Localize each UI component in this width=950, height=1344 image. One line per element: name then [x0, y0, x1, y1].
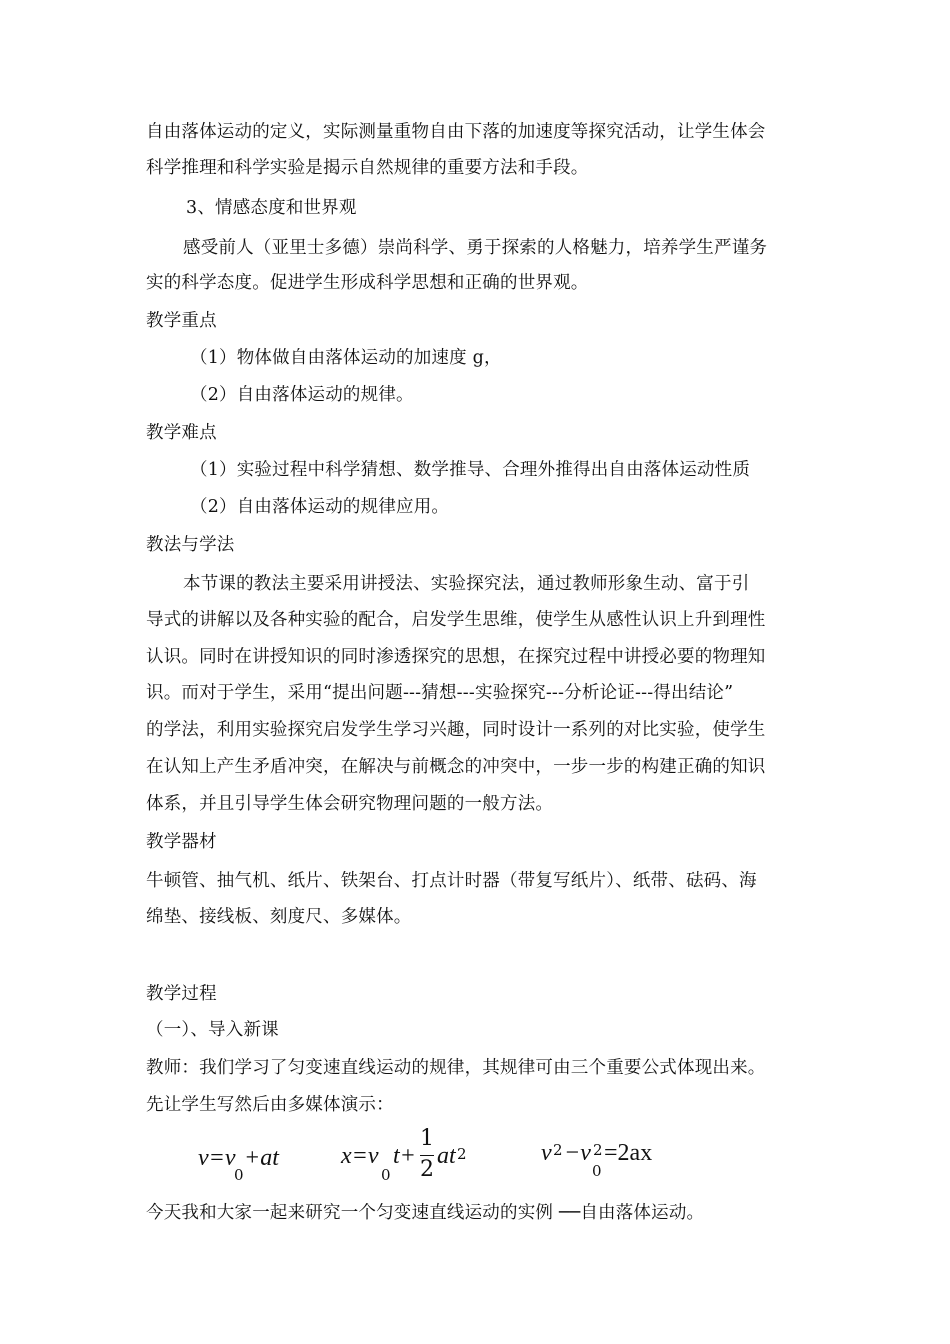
formula-main: x=v	[341, 1143, 379, 1169]
section-heading: （一）、导入新课	[146, 1020, 279, 1040]
formula-superscript: 2	[553, 1141, 563, 1159]
section-heading: 3、情感态度和世界观	[186, 198, 357, 218]
section-heading: 教学器材	[146, 832, 217, 852]
section-heading: 教学重点	[146, 311, 217, 331]
paragraph-line: 先让学生写然后由多媒体演示：	[146, 1095, 394, 1115]
formula-subscript: 0	[234, 1166, 244, 1184]
fraction-bar	[420, 1155, 434, 1156]
paragraph-line: 在认知上产生矛盾冲突，在解决与前概念的冲突中，一步一步的构建正确的知识	[146, 757, 766, 777]
formula-t: t+	[393, 1143, 416, 1169]
formula-tail: +at	[244, 1145, 279, 1171]
formula-minus-v: −v	[564, 1140, 591, 1166]
section-heading: 教学过程	[146, 984, 217, 1004]
paragraph-line: 识。而对于学生，采用“提出问题---猜想---实验探究---分析论证---得出结论”	[146, 683, 734, 703]
list-item: （2）自由落体运动的规律。	[190, 385, 414, 405]
paragraph-line: 认识。同时在讲授知识的同时渗透探究的思想，在探究过程中讲授必要的物理知	[146, 647, 766, 667]
paragraph-line: 导式的讲解以及各种实验的配合，启发学生思维，使学生从感性认识上升到理性	[146, 610, 766, 630]
paragraph-line: 本节课的教法主要采用讲授法、实验探究法，通过教师形象生动、富于引	[183, 574, 750, 594]
formula-tail: =2ax	[604, 1140, 653, 1166]
paragraph-line: 体系，并且引导学生体会研究物理问题的一般方法。	[146, 794, 554, 814]
fraction-denominator: 2	[420, 1157, 434, 1182]
formula-subscript: 0	[592, 1162, 602, 1180]
formula-tail: at	[437, 1143, 456, 1169]
paragraph-line: 自由落体运动的定义，实际测量重物自由下落的加速度等探究活动，让学生体会	[146, 122, 766, 142]
list-item: （1）物体做自由落体运动的加速度 g，	[190, 348, 502, 368]
fraction-numerator: 1	[420, 1126, 434, 1151]
formula-v: v	[541, 1140, 552, 1166]
section-heading: 教学难点	[146, 423, 217, 443]
list-item: （1）实验过程中科学猜想、数学推导、合理外推得出自由落体运动性质	[190, 460, 751, 480]
paragraph-line: 感受前人（亚里士多德）崇尚科学、勇于探索的人格魅力，培养学生严谨务	[183, 238, 768, 258]
paragraph-line: 今天我和大家一起来研究一个匀变速直线运动的实例 ──自由落体运动。	[146, 1203, 705, 1223]
formula-main: v=v	[198, 1145, 236, 1171]
list-item: （2）自由落体运动的规律应用。	[190, 497, 450, 517]
formula-superscript: 2	[593, 1141, 603, 1159]
paragraph-line: 教师：我们学习了匀变速直线运动的规律，其规律可由三个重要公式体现出来。	[146, 1058, 766, 1078]
formula-superscript: 2	[457, 1145, 467, 1163]
paragraph-line: 实的科学态度。促进学生形成科学思想和正确的世界观。	[146, 273, 589, 293]
paragraph-line: 的学法，利用实验探究启发学生学习兴趣，同时设计一系列的对比实验，使学生	[146, 720, 766, 740]
paragraph-line: 绵垫、接线板、刻度尺、多媒体。	[146, 907, 412, 927]
paragraph-line: 科学推理和科学实验是揭示自然规律的重要方法和手段。	[146, 158, 589, 178]
formula-subscript: 0	[381, 1166, 391, 1184]
paragraph-line: 牛顿管、抽气机、纸片、铁架台、打点计时器（带复写纸片）、纸带、砝码、海	[146, 871, 757, 891]
section-heading: 教法与学法	[146, 535, 235, 555]
